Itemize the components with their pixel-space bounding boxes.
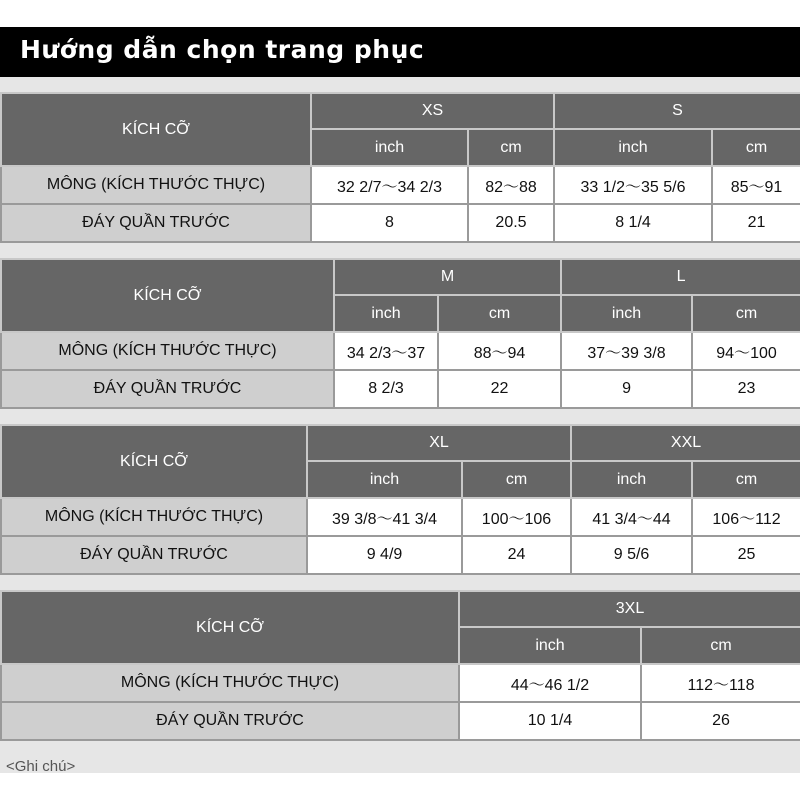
- unit-cm: cm: [438, 295, 561, 332]
- size-table: [0, 258, 800, 409]
- size-name: L: [561, 259, 800, 295]
- hip-cm-value: 112～118: [641, 664, 800, 702]
- hip-label: MÔNG (KÍCH THƯỚC THỰC): [1, 498, 307, 536]
- hip-cm-value: 94～100: [692, 332, 800, 370]
- hip-cm-value: 88～94: [438, 332, 561, 370]
- unit-inch: inch: [459, 627, 641, 664]
- size-header: KÍCH CỠ: [1, 259, 334, 332]
- rise-cm-value: 23: [692, 370, 800, 408]
- hip-inch-value: 37～39 3/8: [561, 332, 692, 370]
- size-header: KÍCH CỠ: [1, 93, 311, 166]
- hip-cm-value: 106～112: [692, 498, 800, 536]
- hip-inch-value: 39 3/8～41 3/4: [307, 498, 462, 536]
- hip-inch-value: 44～46 1/2: [459, 664, 641, 702]
- unit-cm: cm: [712, 129, 800, 166]
- hip-inch-value: 33 1/2～35 5/6: [554, 166, 712, 204]
- size-table: [0, 590, 800, 741]
- rise-label: ĐÁY QUẦN TRƯỚC: [1, 370, 334, 408]
- note-label: <Ghi chú>: [6, 758, 76, 775]
- size-name: XXL: [571, 425, 800, 461]
- unit-inch: inch: [571, 461, 692, 498]
- rise-label: ĐÁY QUẦN TRƯỚC: [1, 702, 459, 740]
- unit-inch: inch: [307, 461, 462, 498]
- rise-cm-value: 24: [462, 536, 571, 574]
- unit-cm: cm: [692, 295, 800, 332]
- rise-inch-value: 8: [311, 204, 468, 242]
- hip-label: MÔNG (KÍCH THƯỚC THỰC): [1, 332, 334, 370]
- rise-inch-value: 10 1/4: [459, 702, 641, 740]
- hip-label: MÔNG (KÍCH THƯỚC THỰC): [1, 166, 311, 204]
- size-name: 3XL: [459, 591, 800, 627]
- size-name: S: [554, 93, 800, 129]
- hip-inch-value: 32 2/7～34 2/3: [311, 166, 468, 204]
- hip-cm-value: 85～91: [712, 166, 800, 204]
- unit-inch: inch: [554, 129, 712, 166]
- page-title: Hướng dẫn chọn trang phục: [20, 35, 425, 64]
- rise-cm-value: 20.5: [468, 204, 554, 242]
- size-name: XL: [307, 425, 571, 461]
- size-header: KÍCH CỠ: [1, 591, 459, 664]
- rise-label: ĐÁY QUẦN TRƯỚC: [1, 536, 307, 574]
- unit-inch: inch: [561, 295, 692, 332]
- size-table: [0, 92, 800, 243]
- unit-inch: inch: [334, 295, 438, 332]
- rise-inch-value: 8 1/4: [554, 204, 712, 242]
- rise-inch-value: 8 2/3: [334, 370, 438, 408]
- rise-inch-value: 9: [561, 370, 692, 408]
- unit-cm: cm: [641, 627, 800, 664]
- rise-cm-value: 21: [712, 204, 800, 242]
- hip-inch-value: 34 2/3～37: [334, 332, 438, 370]
- rise-inch-value: 9 5/6: [571, 536, 692, 574]
- size-name: M: [334, 259, 561, 295]
- unit-cm: cm: [692, 461, 800, 498]
- rise-cm-value: 25: [692, 536, 800, 574]
- size-table: [0, 424, 800, 575]
- hip-label: MÔNG (KÍCH THƯỚC THỰC): [1, 664, 459, 702]
- hip-cm-value: 82～88: [468, 166, 554, 204]
- unit-cm: cm: [468, 129, 554, 166]
- rise-label: ĐÁY QUẦN TRƯỚC: [1, 204, 311, 242]
- size-name: XS: [311, 93, 554, 129]
- hip-inch-value: 41 3/4～44: [571, 498, 692, 536]
- size-header: KÍCH CỠ: [1, 425, 307, 498]
- title-bar: [0, 27, 800, 77]
- unit-cm: cm: [462, 461, 571, 498]
- unit-inch: inch: [311, 129, 468, 166]
- hip-cm-value: 100～106: [462, 498, 571, 536]
- rise-cm-value: 26: [641, 702, 800, 740]
- rise-inch-value: 9 4/9: [307, 536, 462, 574]
- rise-cm-value: 22: [438, 370, 561, 408]
